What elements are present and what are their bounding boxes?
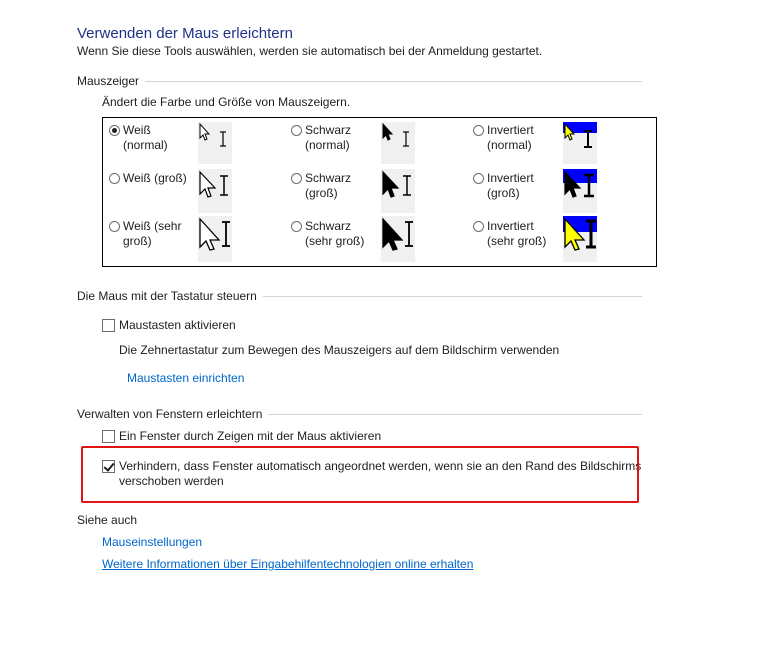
radio-button[interactable]: [473, 125, 484, 136]
section-mauszeiger-heading: Mauszeiger: [77, 74, 140, 88]
radio-button[interactable]: [473, 173, 484, 184]
section-divider: [263, 296, 642, 297]
section-divider: [268, 414, 642, 415]
radio-button[interactable]: [109, 221, 120, 232]
maustasten-checkbox-label[interactable]: Maustasten aktivieren: [119, 318, 236, 332]
preview-schwarz-gross: [381, 169, 415, 213]
preview-weiss-gross: [198, 169, 232, 213]
preview-invertiert-sehr-gross: [563, 216, 597, 262]
preview-invertiert-normal: [563, 122, 597, 164]
section-tastatur-heading: Die Maus mit der Tastatur steuern: [77, 289, 257, 303]
radio-schwarz-normal[interactable]: [291, 123, 351, 153]
radio-weiss-sehr-gross[interactable]: [109, 219, 181, 249]
eingabehilfen-online-link[interactable]: Weitere Informationen über Eingabehilfentechnologien online erhalten: [102, 557, 474, 571]
arrow-pointer-icon: [383, 219, 402, 250]
text-cursor-icon: [222, 222, 230, 246]
radio-label: Invertiert (sehr groß): [487, 219, 547, 248]
text-cursor-icon: [403, 176, 411, 195]
preview-weiss-sehr-gross: [198, 216, 232, 262]
preview-weiss-normal: [198, 122, 232, 164]
radio-invertiert-gross[interactable]: [473, 171, 534, 201]
radio-label: Schwarz (groß): [305, 171, 352, 200]
maustasten-einrichten-link[interactable]: Maustasten einrichten: [127, 371, 245, 385]
radio-button[interactable]: [109, 173, 120, 184]
section-fenster-heading: Verwalten von Fenstern erleichtern: [77, 407, 263, 421]
arrow-pointer-icon: [200, 124, 209, 140]
section-tastatur: [77, 288, 642, 304]
text-cursor-icon: [220, 132, 226, 146]
preview-schwarz-normal: [381, 122, 415, 164]
radio-schwarz-gross[interactable]: [291, 171, 351, 201]
arrow-pointer-icon: [200, 172, 215, 197]
page-title: Verwenden der Maus erleichtern: [77, 25, 293, 42]
radio-label: Weiß (normal): [123, 123, 168, 152]
fenster-zeigen-checkbox-row[interactable]: [102, 429, 381, 444]
mauseinstellungen-link[interactable]: Mauseinstellungen: [102, 535, 203, 549]
section-divider: [145, 81, 642, 82]
radio-button[interactable]: [291, 221, 302, 232]
text-cursor-icon: [405, 222, 413, 246]
radio-label: Weiß (sehr groß): [123, 219, 182, 248]
radio-label: Weiß (groß): [123, 171, 187, 185]
radio-weiss-gross[interactable]: [109, 171, 187, 186]
radio-button[interactable]: [291, 173, 302, 184]
maustasten-description: Die Zehnertastatur zum Bewegen des Mauszeigers auf dem Bildschirm verwenden: [119, 343, 560, 357]
radio-label: Invertiert (normal): [487, 123, 534, 152]
fenster-zeigen-checkbox-label[interactable]: Ein Fenster durch Zeigen mit der Maus aktivieren: [119, 429, 382, 443]
radio-invertiert-normal[interactable]: [473, 123, 534, 153]
page-subtitle: Wenn Sie diese Tools auswählen, werden sie automatisch bei der Anmeldung gestartet.: [77, 44, 543, 58]
radio-invertiert-sehr-gross[interactable]: [473, 219, 546, 249]
preview-invertiert-gross: [563, 169, 597, 213]
radio-button[interactable]: [473, 221, 484, 232]
text-cursor-icon: [403, 132, 409, 146]
maustasten-checkbox[interactable]: [102, 319, 115, 332]
arrow-pointer-icon: [383, 124, 392, 140]
fenster-zeigen-checkbox[interactable]: [102, 430, 115, 443]
preview-schwarz-sehr-gross: [381, 216, 415, 262]
section-mauszeiger: [77, 73, 642, 89]
siehe-auch-heading: Siehe auch: [77, 513, 138, 527]
maustasten-checkbox-row[interactable]: [102, 318, 236, 333]
radio-schwarz-sehr-gross[interactable]: [291, 219, 364, 249]
radio-label: Schwarz (normal): [305, 123, 352, 152]
radio-label: Schwarz (sehr groß): [305, 219, 365, 248]
radio-label: Invertiert (groß): [487, 171, 534, 200]
arrow-pointer-icon: [383, 172, 398, 197]
radio-weiss-normal[interactable]: [109, 123, 168, 153]
fenster-anordnen-checkbox-label[interactable]: Verhindern, dass Fenster automatisch angeordnet werden, wenn sie an den Rand des Bildschirms verschoben werden: [119, 459, 642, 488]
section-fenster: [77, 406, 642, 422]
arrow-pointer-icon: [200, 219, 219, 250]
text-cursor-icon: [584, 131, 592, 147]
mauszeiger-description: Ändert die Farbe und Größe von Mauszeigern.: [102, 95, 351, 109]
highlight-box: [81, 446, 642, 503]
text-cursor-icon: [220, 176, 228, 195]
radio-button[interactable]: [291, 125, 302, 136]
radio-button[interactable]: [109, 125, 120, 136]
